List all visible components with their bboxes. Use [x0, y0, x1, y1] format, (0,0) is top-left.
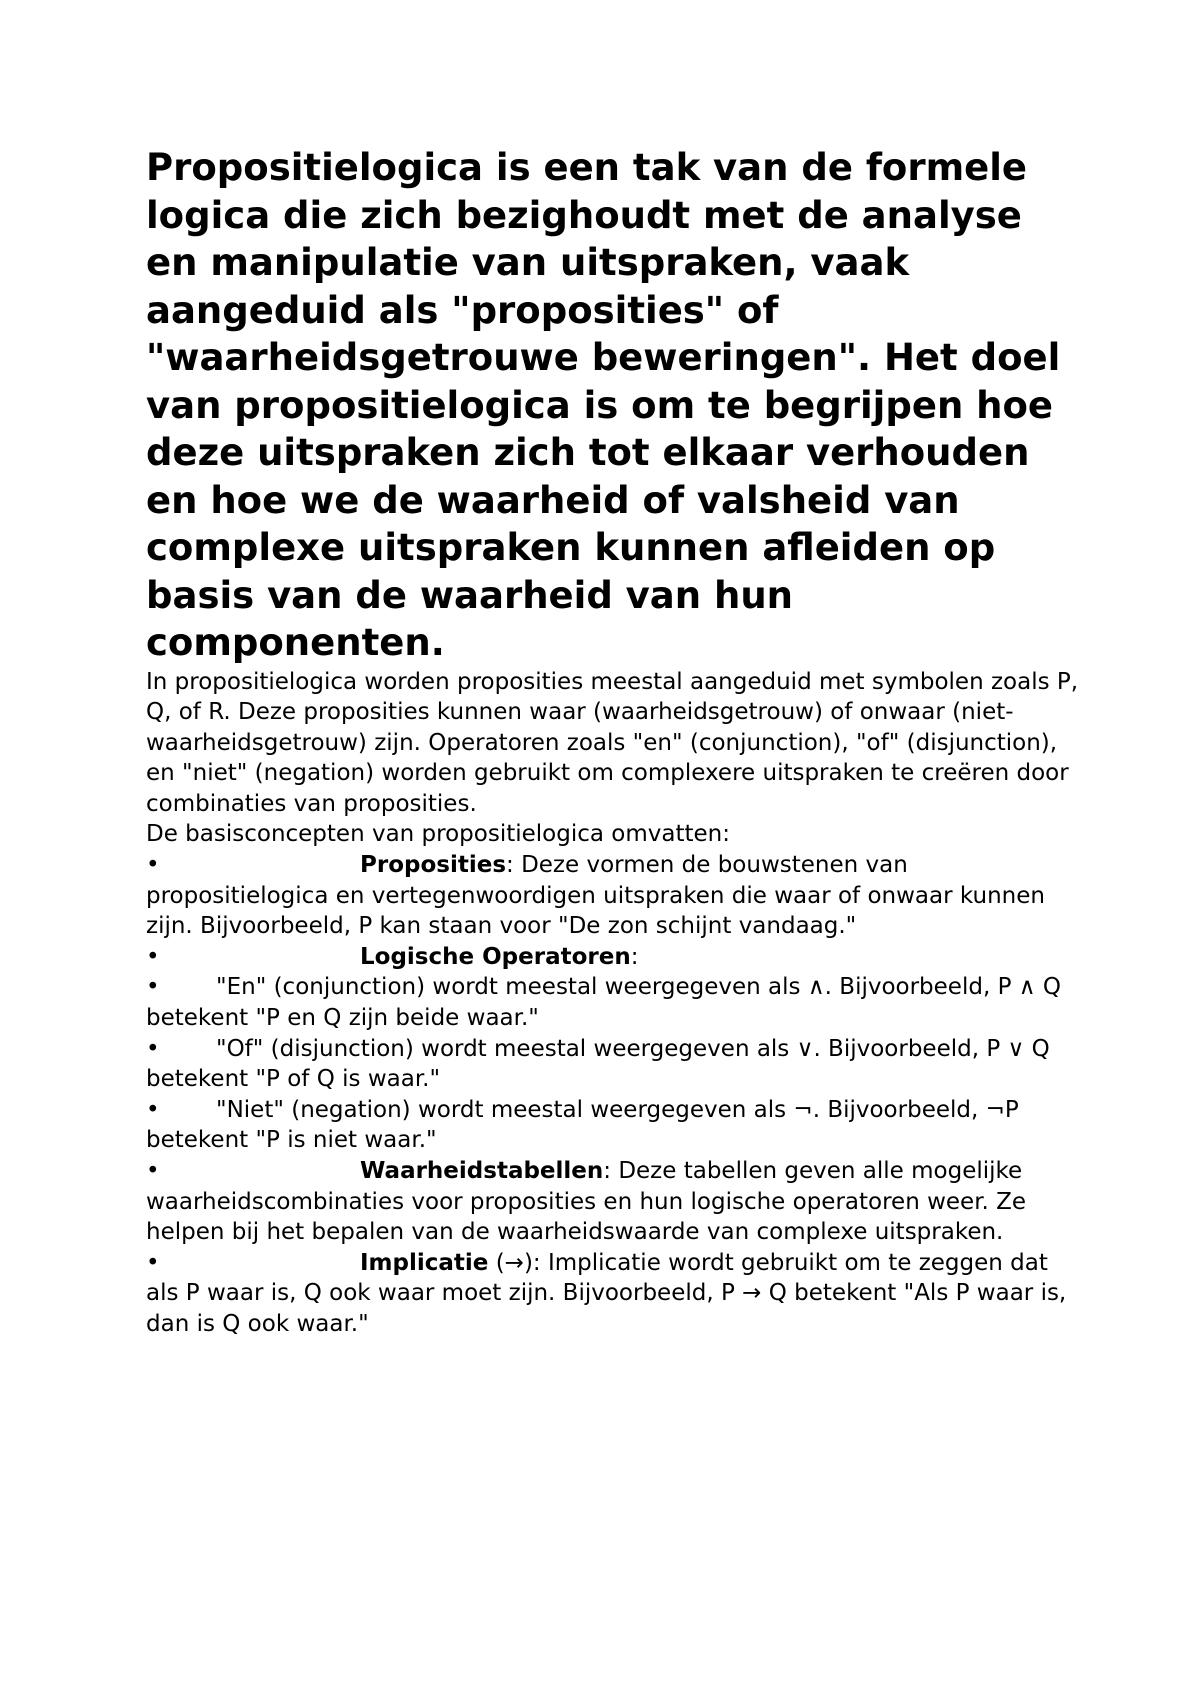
- list-item-term: Implicatie: [360, 1249, 489, 1276]
- bullet: •: [146, 1158, 160, 1184]
- bullet: •: [146, 1035, 160, 1062]
- list-item-term: Proposities: [360, 852, 507, 879]
- concepts-intro: De basisconcepten van propositielogica omvatten:: [146, 821, 730, 848]
- list-item-term: Waarheidstabellen: [360, 1158, 604, 1184]
- intro-paragraph: In propositielogica worden proposities meestal aangeduid met symbolen zoals P, Q, of R. Deze proposities kunnen waar (waarheidsgetrouw) of onwaar (niet-waarheidsgetrouw) zijn. Operatoren zoals "en" (conjunction), "of" (disjunction), en "niet" (negation) worden gebruikt om complexere uitspraken te creëren door combinaties van proposities.: [146, 668, 1079, 817]
- document-page: [146, 144, 1086, 1340]
- list-item: [146, 942, 1086, 973]
- sub-list-item: [146, 1095, 1086, 1156]
- list-item: [146, 1156, 1086, 1248]
- sub-list-item: [146, 972, 1086, 1033]
- sub-list-item-text: "Of" (disjunction) wordt meestal weergegeven als ∨. Bijvoorbeeld, P ∨ Q betekent "P of Q is waar.": [146, 1035, 1050, 1093]
- bullet: •: [146, 1096, 160, 1123]
- sub-list-item-text: "En" (conjunction) wordt meestal weergegeven als ∧. Bijvoorbeeld, P ∧ Q betekent "P en Q zijn beide waar.": [146, 974, 1062, 1032]
- list-item-text: :: [630, 943, 639, 970]
- bullet: •: [146, 943, 160, 970]
- list-item-text: : Deze tabellen geven alle mogelijke waarheidscombinaties voor proposities en hun logische operatoren weer. Ze helpen bij het bepalen van de waarheidswaarde van complexe uitspraken.: [146, 1158, 1027, 1246]
- document-body: [146, 667, 1086, 1340]
- bullet: •: [146, 974, 160, 1001]
- document-heading: Propositielogica is een tak van de formele logica die zich bezighoudt met de analyse en manipulatie van uitspraken, vaak aangeduid als "proposities" of "waarheidsgetrouwe beweringen". Het doel van propositielogica is om te begrijpen hoe deze uitspraken zich tot elkaar verhouden en hoe we de waarheid of valsheid van complexe uitspraken kunnen afleiden op basis van de waarheid van hun componenten.: [146, 146, 1061, 664]
- sub-list-item-text: "Niet" (negation) wordt meestal weergegeven als ¬. Bijvoorbeeld, ¬P betekent "P is niet waar.": [146, 1096, 1019, 1154]
- list-item-text: : Deze vormen de bouwstenen van propositielogica en vertegenwoordigen uitspraken die waar of onwaar kunnen zijn. Bijvoorbeeld, P kan staan voor "De zon schijnt vandaag.": [146, 852, 1045, 940]
- list-item-text: (→): Implicatie wordt gebruikt om te zeggen dat als P waar is, Q ook waar moet zijn. Bijvoorbeeld, P → Q betekent "Als P waar is, dan is Q ook waar.": [146, 1249, 1067, 1337]
- sub-list-item: [146, 1034, 1086, 1095]
- list-item: [146, 850, 1086, 942]
- bullet: •: [146, 852, 160, 879]
- bullet: •: [146, 1249, 160, 1276]
- list-item-term: Logische Operatoren: [360, 943, 631, 970]
- list-item: [146, 1248, 1086, 1340]
